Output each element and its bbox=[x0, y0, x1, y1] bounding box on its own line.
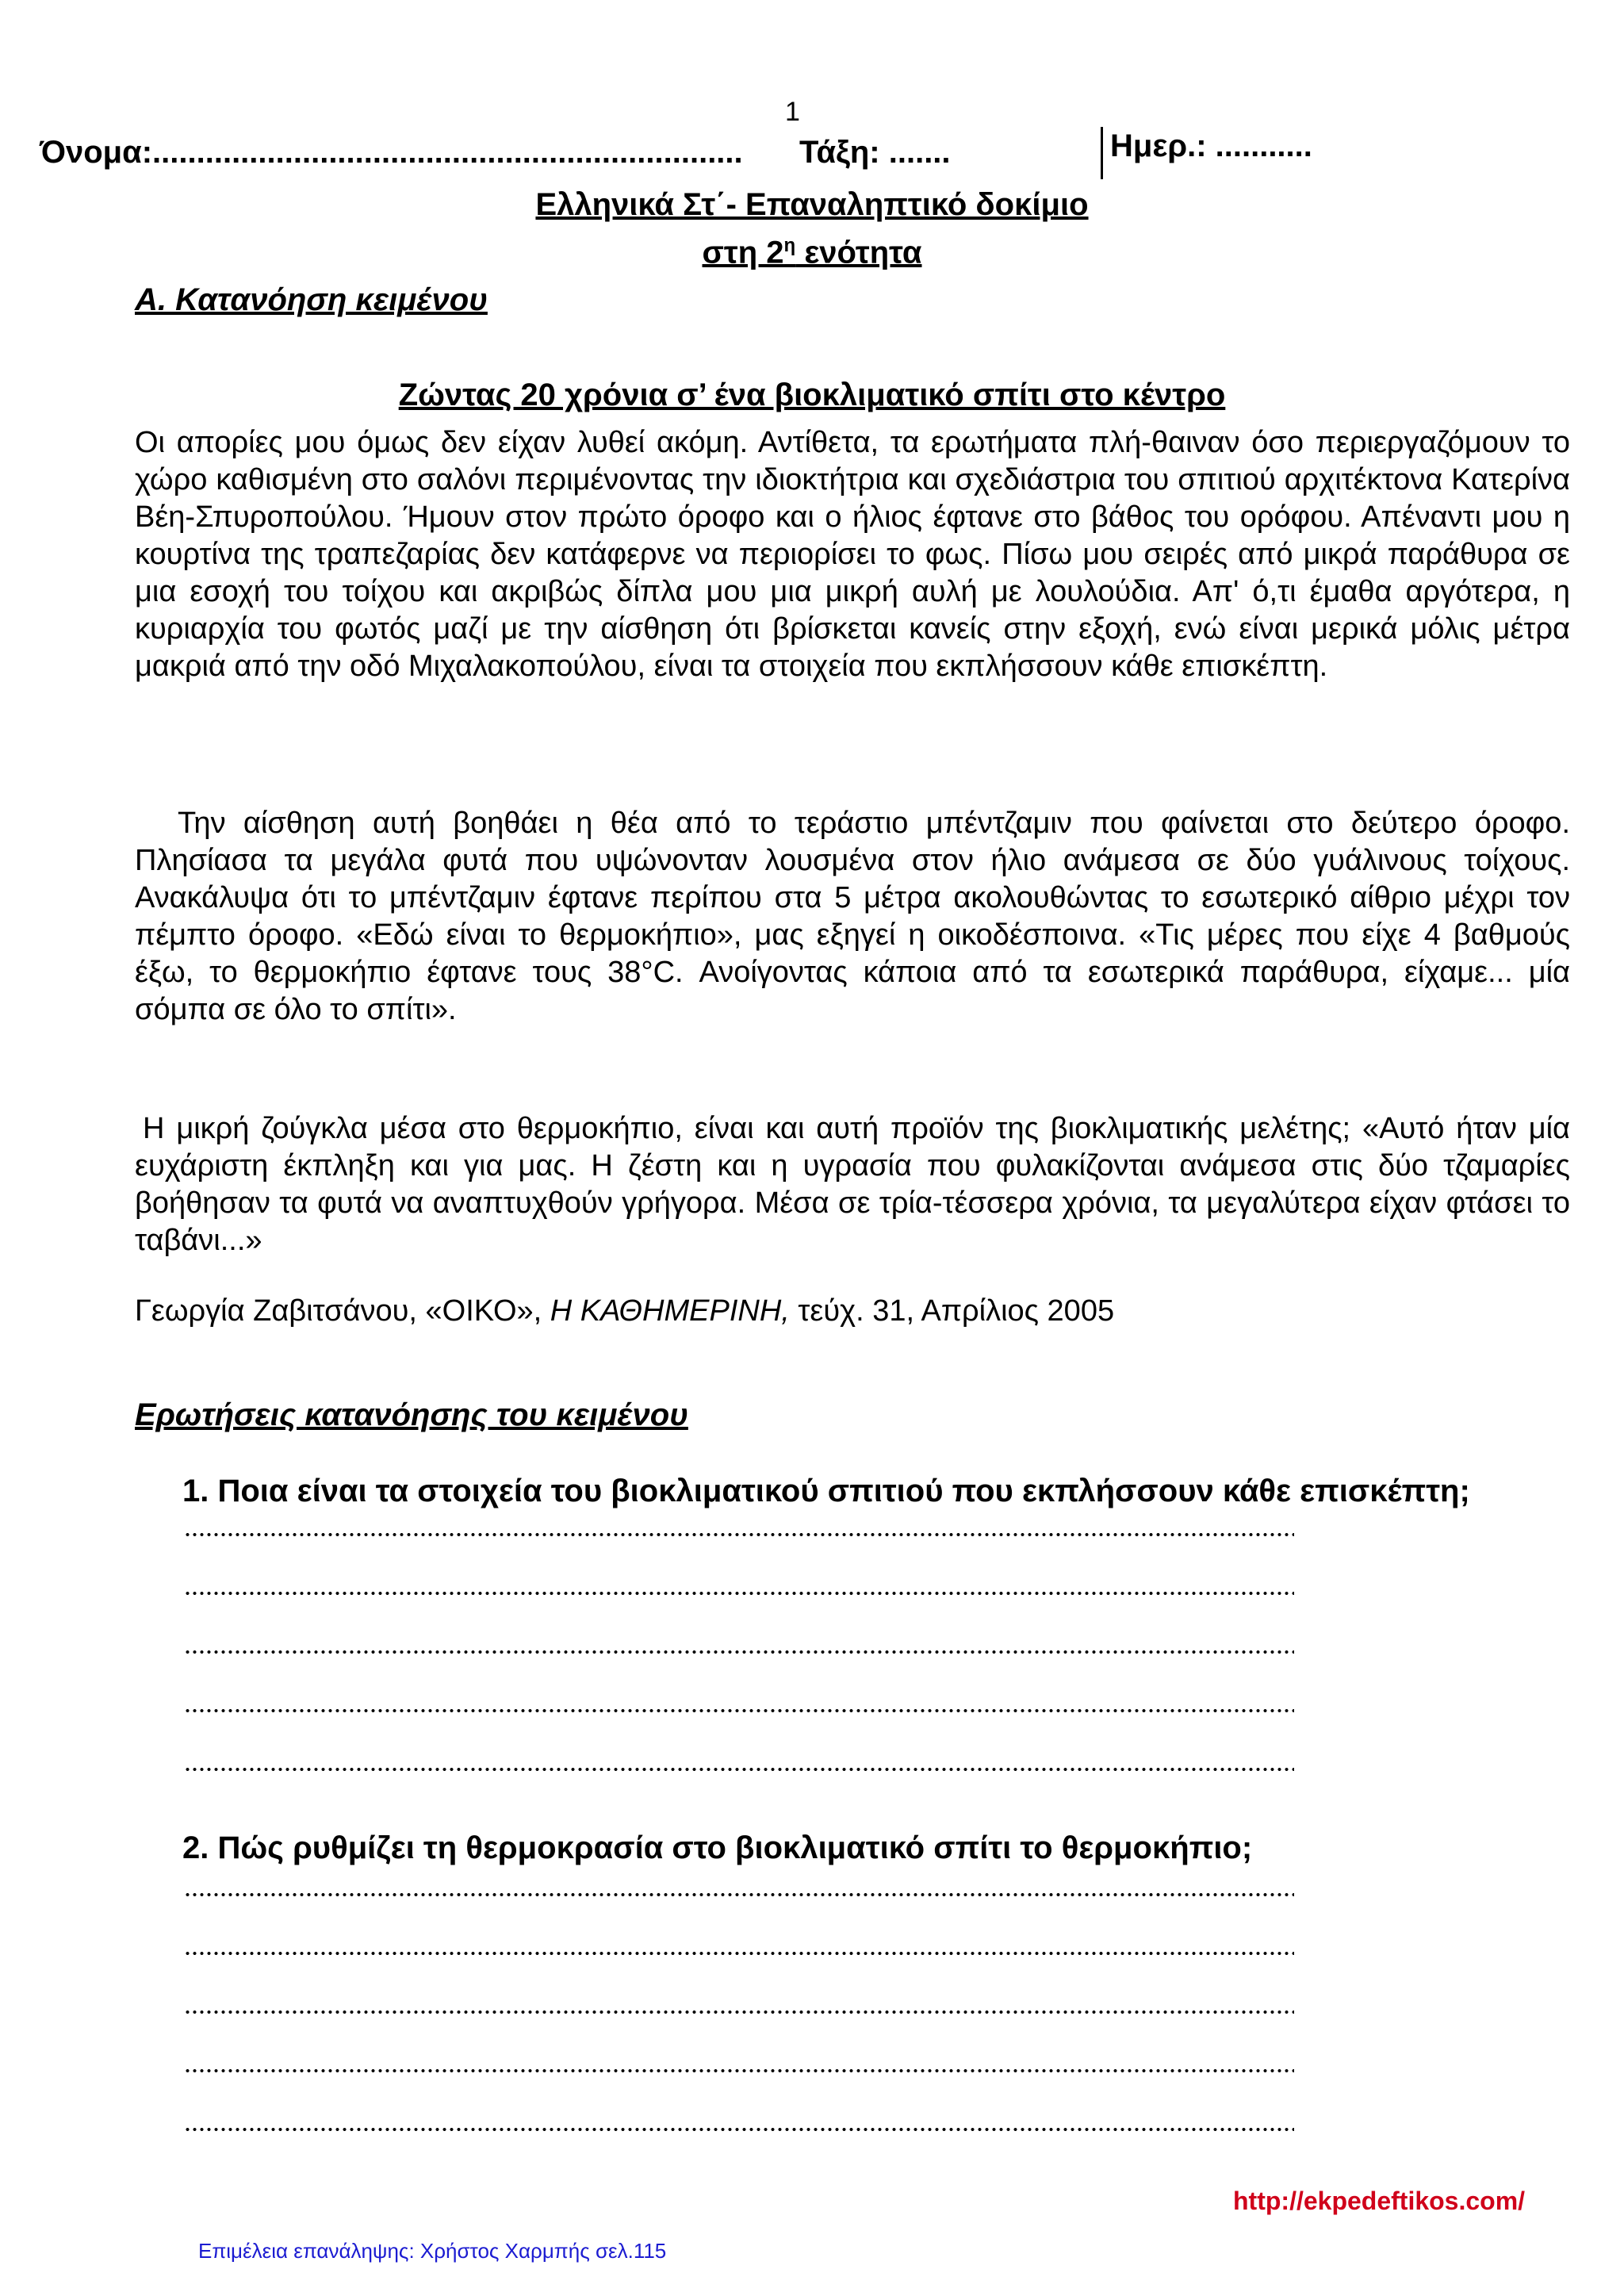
date-field-label: Ημερ.: ........... bbox=[1110, 128, 1312, 163]
answer-line[interactable] bbox=[184, 1591, 1294, 1596]
source-issue: τεύχ. 31, Απρίλιος 2005 bbox=[789, 1294, 1115, 1328]
answer-line[interactable] bbox=[184, 1767, 1294, 1772]
answer-line[interactable] bbox=[184, 1708, 1294, 1713]
footer-url[interactable]: http://ekpedeftikos.com/ bbox=[1233, 2187, 1526, 2215]
subtitle-superscript: η bbox=[783, 235, 796, 256]
header-divider bbox=[1101, 127, 1103, 179]
section-a-heading: Α. Κατανόηση κειμένου bbox=[135, 282, 488, 317]
question-2: 2. Πώς ρυθμίζει τη θερμοκρασία στο βιοκλιματικό σπίτι το θερμοκήπιο; bbox=[182, 1830, 1253, 1865]
document-title: Ελληνικά Στ΄- Επαναληπτικό δοκίμιο bbox=[535, 187, 1089, 222]
answer-line[interactable] bbox=[184, 1892, 1294, 1897]
source-publication: Η ΚΑΘΗΜΕΡΙΝΗ, bbox=[550, 1294, 790, 1328]
article-title: Ζώντας 20 χρόνια σ’ ένα βιοκλιματικό σπίτι στο κέντρο bbox=[398, 378, 1226, 412]
class-field-label: Τάξη: ....... bbox=[799, 135, 951, 170]
document-subtitle bbox=[0, 235, 1624, 270]
questions-heading: Ερωτήσεις κατανόησης του κειμένου bbox=[135, 1397, 688, 1432]
article-source bbox=[135, 1294, 1114, 1328]
answer-line[interactable] bbox=[184, 1650, 1294, 1654]
page-number: 1 bbox=[785, 97, 800, 127]
answer-line[interactable] bbox=[184, 1951, 1294, 1956]
subtitle-prefix: στη 2 bbox=[702, 235, 784, 270]
article-paragraph-3: Η μικρή ζούγκλα μέσα στο θερμοκήπιο, είναι και αυτή προϊόν της βιοκλιματικής μελέτης; «Αυτό ήταν μία ευχάριστη έκπληξη και για μας. Η ζέστη και η υγρασία που φυλακίζονται ανάμεσα στις δύο τζαμαρίες βοήθησαν τα φυτά να αναπτυχθούν γρήγορα. Μέσα σε τρία-τέσσερα χρόνια, τα μεγαλύτερα είχαν φτάσει το ταβάνι...» bbox=[135, 1112, 1570, 1257]
article-paragraph-1: Οι απορίες μου όμως δεν είχαν λυθεί ακόμη. Αντίθετα, τα ερωτήματα πλή-θαιναν όσο περιεργαζόμουν το χώρο καθισμένη στο σαλόνι περιμένοντας την ιδιοκτήτρια και σχεδιάστρια του σπιτιού αρχιτέκτονα Κατερίνα Βέη-Σπυροπούλου. Ήμουν στον πρώτο όροφο και ο ήλιος έφτανε στο βάθος του ορόφου. Απέναντι μου η κουρτίνα της τραπεζαρίας δεν κατάφερνε να περιορίσει το φως. Πίσω μου σειρές από μικρά παράθυρα σε μια εσοχή του τοίχου και ακριβώς δίπλα μου μια μικρή αυλή με λουλούδια. Απ' ό,τι έμαθα αργότερα, η κυριαρχία του φωτός μαζί με την αίσθηση ότι βρίσκεται κανείς στην εξοχή, ενώ είναι μερικά μόλις μέτρα μακριά από την οδό Μιχαλακοπούλου, είναι τα στοιχεία που εκπλήσσουν κάθε επισκέπτη. bbox=[135, 426, 1570, 683]
footer-credit: Επιμέλεια επανάληψης: Χρήστος Χαρμπής σελ.115 bbox=[198, 2239, 667, 2263]
name-field-label: Όνομα:................................................................... bbox=[40, 135, 743, 170]
question-1: 1. Ποια είναι τα στοιχεία του βιοκλιματικού σπιτιού που εκπλήσσουν κάθε επισκέπτη; bbox=[182, 1474, 1470, 1508]
answer-line[interactable] bbox=[184, 2068, 1294, 2073]
answer-line[interactable] bbox=[184, 1532, 1294, 1537]
answer-line[interactable] bbox=[184, 2127, 1294, 2132]
subtitle-suffix: ενότητα bbox=[795, 235, 922, 270]
article-paragraph-2: Την αίσθηση αυτή βοηθάει η θέα από το τεράστιο μπέντζαμιν που φαίνεται στο δεύτερο όροφο. Πλησίασα τα μεγάλα φυτά που υψώνονταν λουσμένα στον ήλιο ανάμεσα σε δύο γυάλινους τοίχους. Ανακάλυψα ότι το μπέντζαμιν έφτανε περίπου στα 5 μέτρα ακολουθώντας το εσωτερικό αίθριο μέχρι τον πέμπτο όροφο. «Εδώ είναι το θερμοκήπιο», μας εξηγεί η οικοδέσποινα. «Τις μέρες που είχε 4 βαθμούς έξω, το θερμοκήπιο έφτανε τους 38°C. Ανοίγοντας κάποια από τα εσωτερικά παράθυρα, είχαμε... μία σόμπα σε όλο το σπίτι». bbox=[135, 807, 1570, 1026]
source-author: Γεωργία Ζαβιτσάνου, «ΟΙΚΟ», bbox=[135, 1294, 550, 1328]
answer-line[interactable] bbox=[184, 2010, 1294, 2014]
